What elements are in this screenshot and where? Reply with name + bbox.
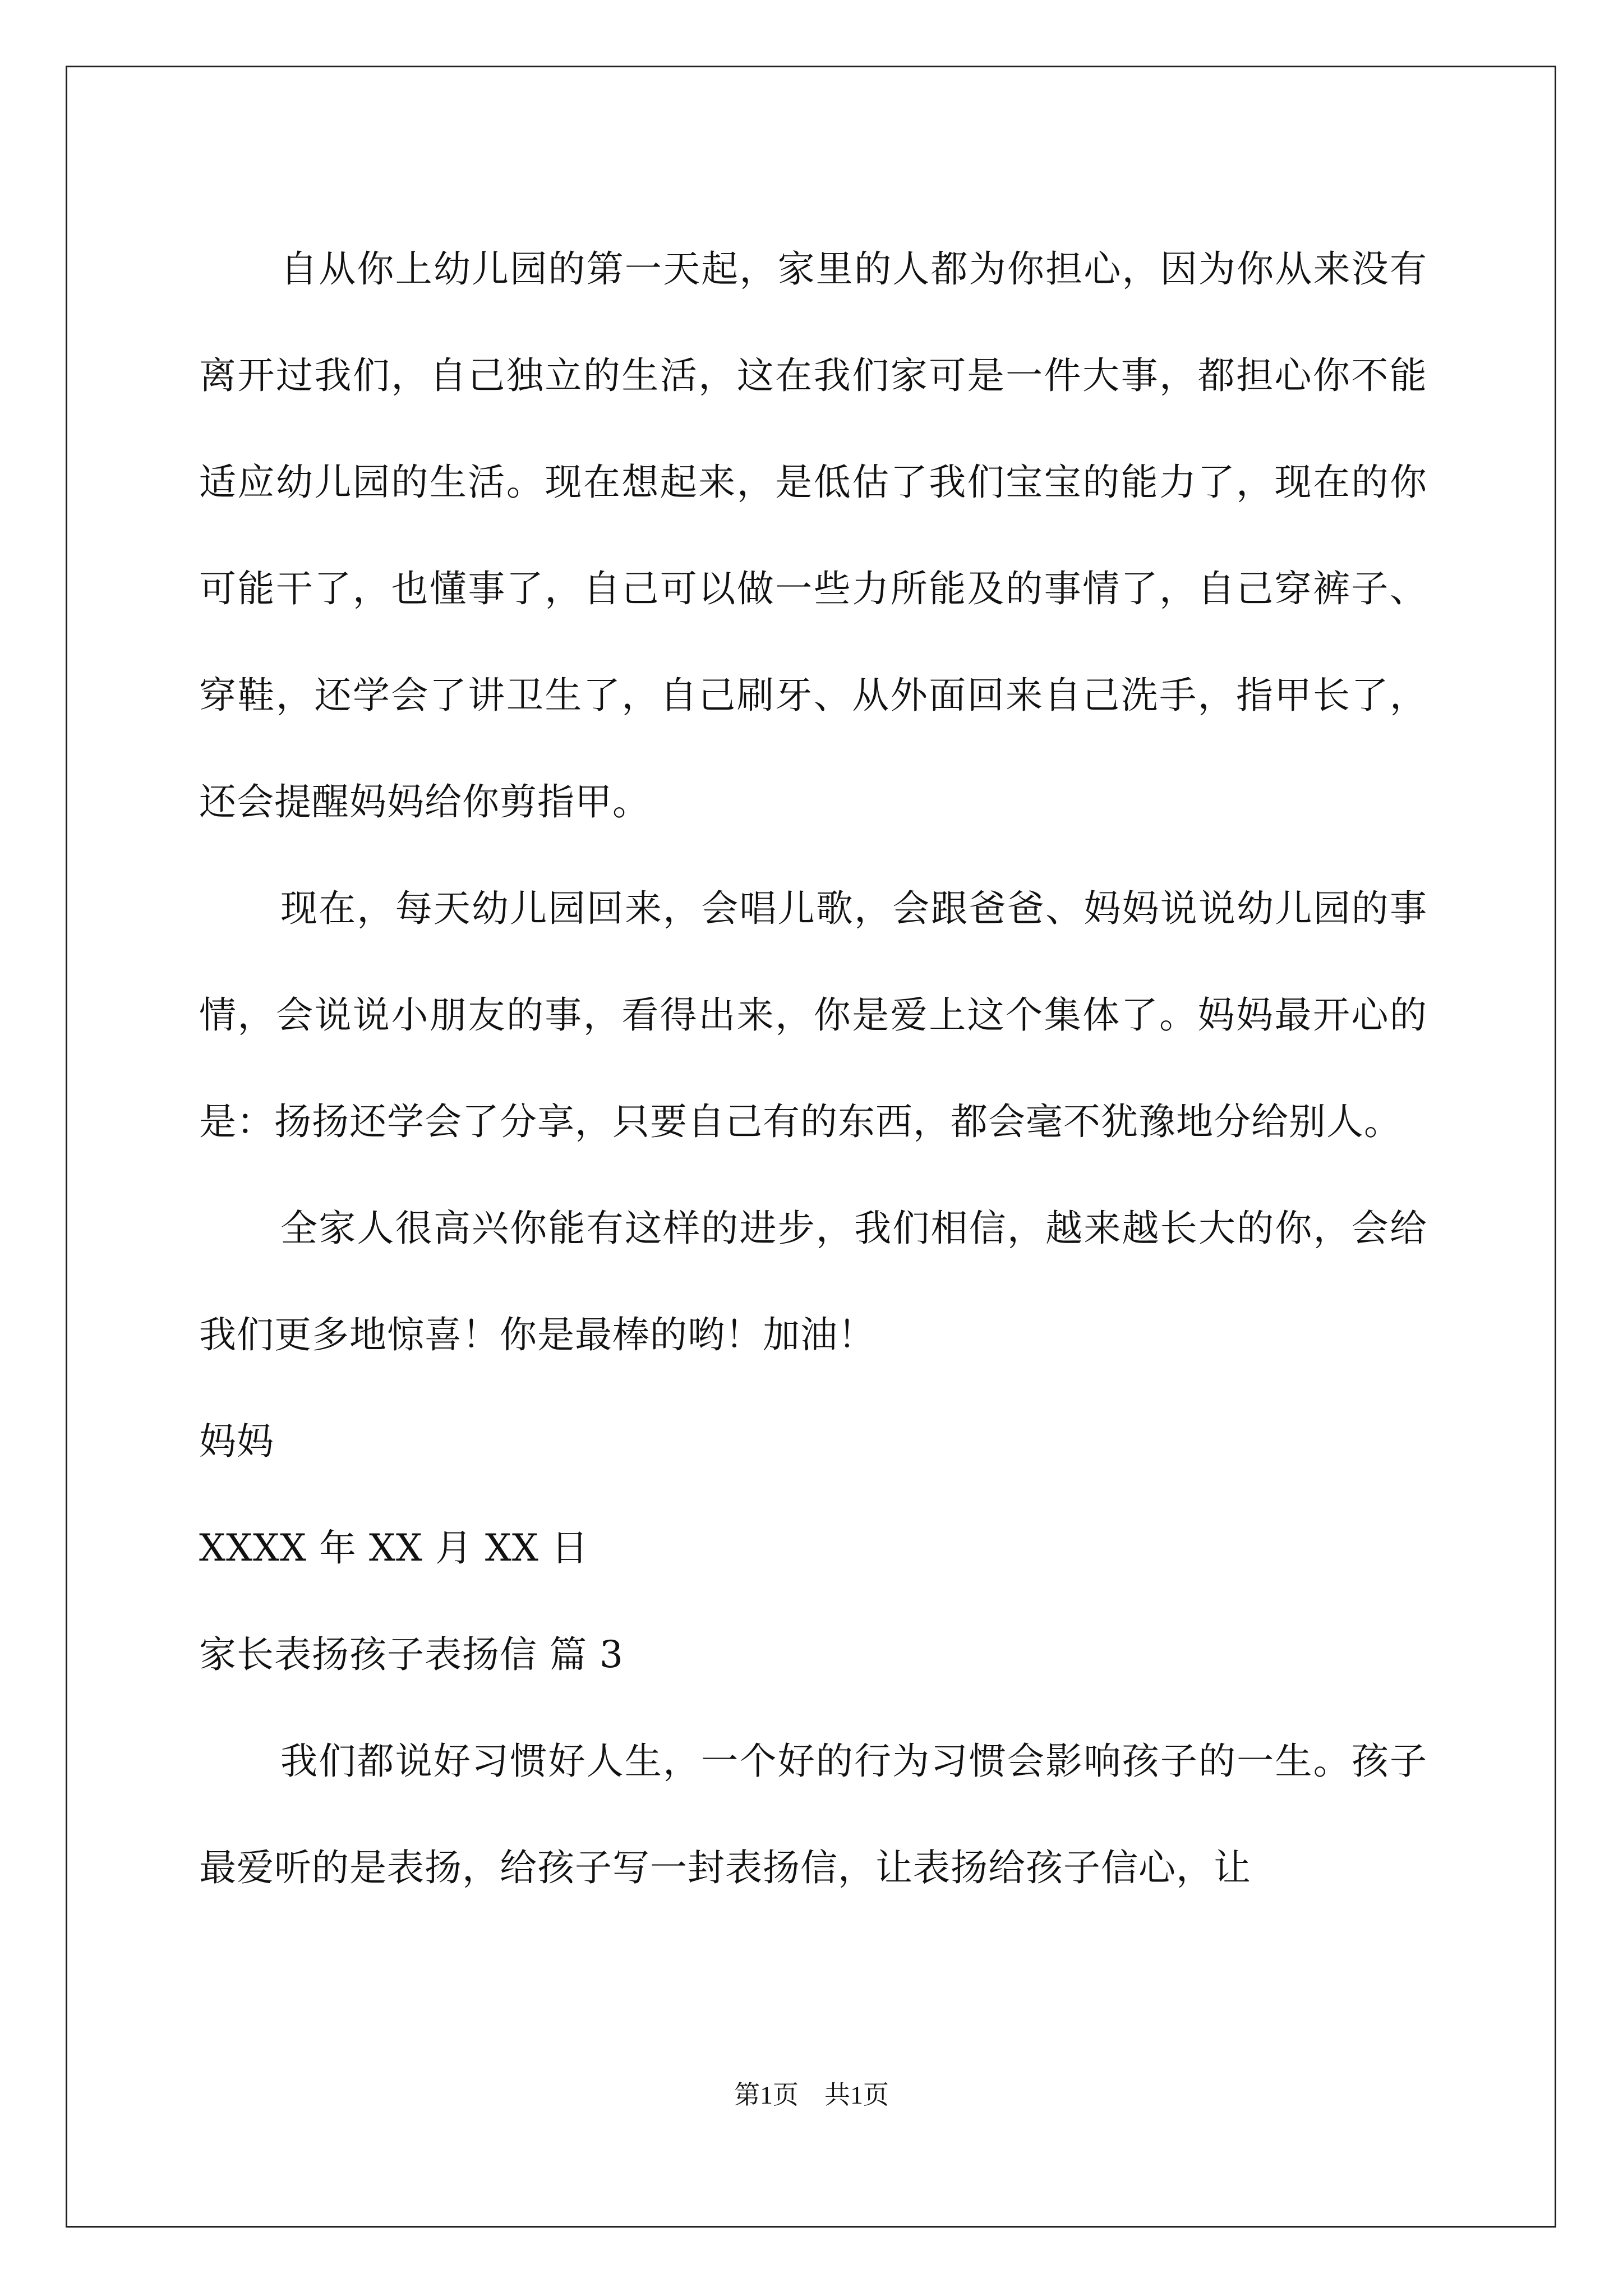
page-number-current: 第1页 xyxy=(734,2081,799,2109)
signature: 妈妈 xyxy=(199,1420,274,1463)
document-body xyxy=(199,216,1427,1921)
page-footer xyxy=(0,2078,1623,2112)
body-paragraph-1: 自从你上幼儿园的第一天起，家里的人都为你担心，因为你从来没有离开过我们，自己独立的生活，这在我们家可是一件大事，都担心你不能适应幼儿园的生活。现在想起来，是低估了我们宝宝的能力了，现在的你可能干了，也懂事了，自己可以做一些力所能及的事情了，自己穿裤子、穿鞋，还学会了讲卫生了，自己刷牙、从外面回来自己洗手，指甲长了，还会提醒妈妈给你剪指甲。 xyxy=(199,247,1427,823)
section-title: 家长表扬孩子表扬信 篇 3 xyxy=(199,1633,624,1676)
page-number-total: 共1页 xyxy=(824,2081,889,2109)
body-paragraph-3: 全家人很高兴你能有这样的进步，我们相信，越来越长大的你，会给我们更多地惊喜！你是最棒的哟！加油！ xyxy=(199,1207,1427,1356)
section-paragraph: 我们都说好习惯好人生，一个好的行为习惯会影响孩子的一生。孩子最爱听的是表扬，给孩子写一封表扬信，让表扬给孩子信心，让 xyxy=(199,1740,1427,1889)
body-paragraph-2: 现在，每天幼儿园回来，会唱儿歌，会跟爸爸、妈妈说说幼儿园的事情，会说说小朋友的事，看得出来，你是爱上这个集体了。妈妈最开心的是：扬扬还学会了分享，只要自己有的东西，都会毫不犹豫地分给别人。 xyxy=(199,887,1427,1143)
date-line: XXXX 年 XX 月 XX 日 xyxy=(199,1526,589,1570)
